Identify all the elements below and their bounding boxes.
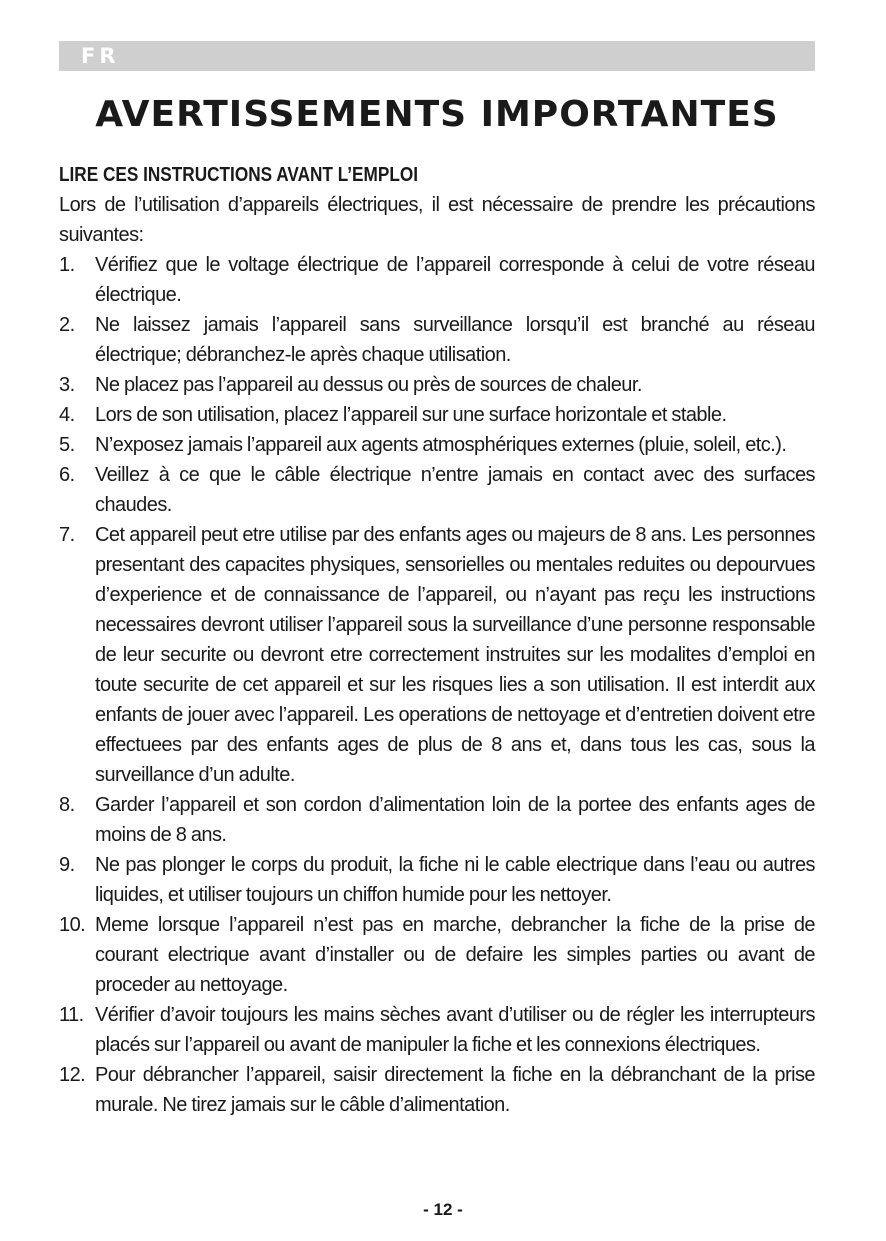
instruction-number: 6. [59, 464, 75, 486]
instruction-item [59, 460, 815, 520]
instruction-item [59, 430, 815, 460]
instruction-text: Veillez à ce que le câble électrique n’entre jamais en contact avec des surfaces chaudes. [95, 464, 815, 516]
instruction-number: 1. [59, 254, 75, 276]
instruction-text: Garder l’appareil et son cordon d’alimentation loin de la portee des enfants ages de moins de 8 ans. [95, 794, 815, 846]
instruction-item [59, 370, 815, 400]
instruction-item [59, 520, 815, 790]
instruction-number: 3. [59, 374, 75, 396]
instruction-number: 2. [59, 314, 75, 336]
instruction-number: 8. [59, 794, 75, 816]
instruction-text: Pour débrancher l’appareil, saisir directement la fiche en la débranchant de la prise murale. Ne tirez jamais sur le câble d’alimentation. [95, 1064, 815, 1116]
language-bar [59, 41, 815, 71]
intro-paragraph: Lors de l’utilisation d’appareils électriques, il est nécessaire de prendre les précautions suivantes: [59, 194, 815, 246]
instruction-text: N’exposez jamais l’appareil aux agents atmosphériques externes (pluie, soleil, etc.). [95, 434, 787, 456]
instruction-text: Ne placez pas l’appareil au dessus ou près de sources de chaleur. [95, 374, 642, 396]
instruction-text: Meme lorsque l’appareil n’est pas en marche, debrancher la fiche de la prise de courant electrique avant d’installer ou de defaire les simples parties ou avant de proceder au nettoyage. [95, 914, 815, 996]
instructions-list [59, 250, 815, 1120]
instruction-item [59, 850, 815, 910]
instruction-item [59, 1000, 815, 1060]
instruction-text: Vérifier d’avoir toujours les mains sèches avant d’utiliser ou de régler les interrupteurs placés sur l’appareil ou avant de manipuler la fiche et les connexions électriques. [95, 1004, 815, 1056]
instruction-text: Cet appareil peut etre utilise par des enfants ages ou majeurs de 8 ans. Les personnes presentant des capacites physiques, sensorielles ou mentales reduites ou depourvues d’experience et de connaissance de l’appareil, ou n’ayant pas reçu les instructions necessaires devront utiliser l’appareil sous la surveillance d’une personne responsable de leur securite ou devront etre correctement instruites sur les modalites d’emploi en toute securite de cet appareil et sur les risques lies a son utilisation. Il est interdit aux enfants de jouer avec l’appareil. Les operations de nettoyage et d’entretien doivent etre effectuees par des enfants ages de plus de 8 ans et, dans tous les cas, sous la surveillance d’un adulte. [95, 524, 815, 786]
instruction-item [59, 400, 815, 430]
instruction-number: 9. [59, 854, 75, 876]
section-heading: LIRE CES INSTRUCTIONS AVANT L’EMPLOI [59, 164, 418, 186]
instruction-text: Lors de son utilisation, placez l’appareil sur une surface horizontale et stable. [95, 404, 727, 426]
page-title: AVERTISSEMENTS IMPORTANTES [95, 94, 779, 135]
instruction-number: 4. [59, 404, 75, 426]
instruction-number: 5. [59, 434, 75, 456]
instruction-number: 11. [59, 1004, 84, 1026]
page-number: - 12 - [423, 1200, 463, 1219]
instruction-text: Ne laissez jamais l’appareil sans surveillance lorsqu’il est branché au réseau électrique; débranchez-le après chaque utilisation. [95, 314, 815, 366]
instruction-item [59, 310, 815, 370]
instruction-number: 10. [59, 914, 86, 936]
instruction-text: Ne pas plonger le corps du produit, la fiche ni le cable electrique dans l’eau ou autres liquides, et utiliser toujours un chiffon humide pour les nettoyer. [95, 854, 815, 906]
instruction-number: 12. [59, 1064, 86, 1086]
instruction-item [59, 910, 815, 1000]
instruction-item [59, 790, 815, 850]
instruction-number: 7. [59, 524, 75, 546]
instruction-item [59, 250, 815, 310]
instruction-text: Vérifiez que le voltage électrique de l’appareil corresponde à celui de votre réseau électrique. [95, 254, 815, 306]
instruction-item [59, 1060, 815, 1120]
language-code: FR [81, 44, 120, 68]
